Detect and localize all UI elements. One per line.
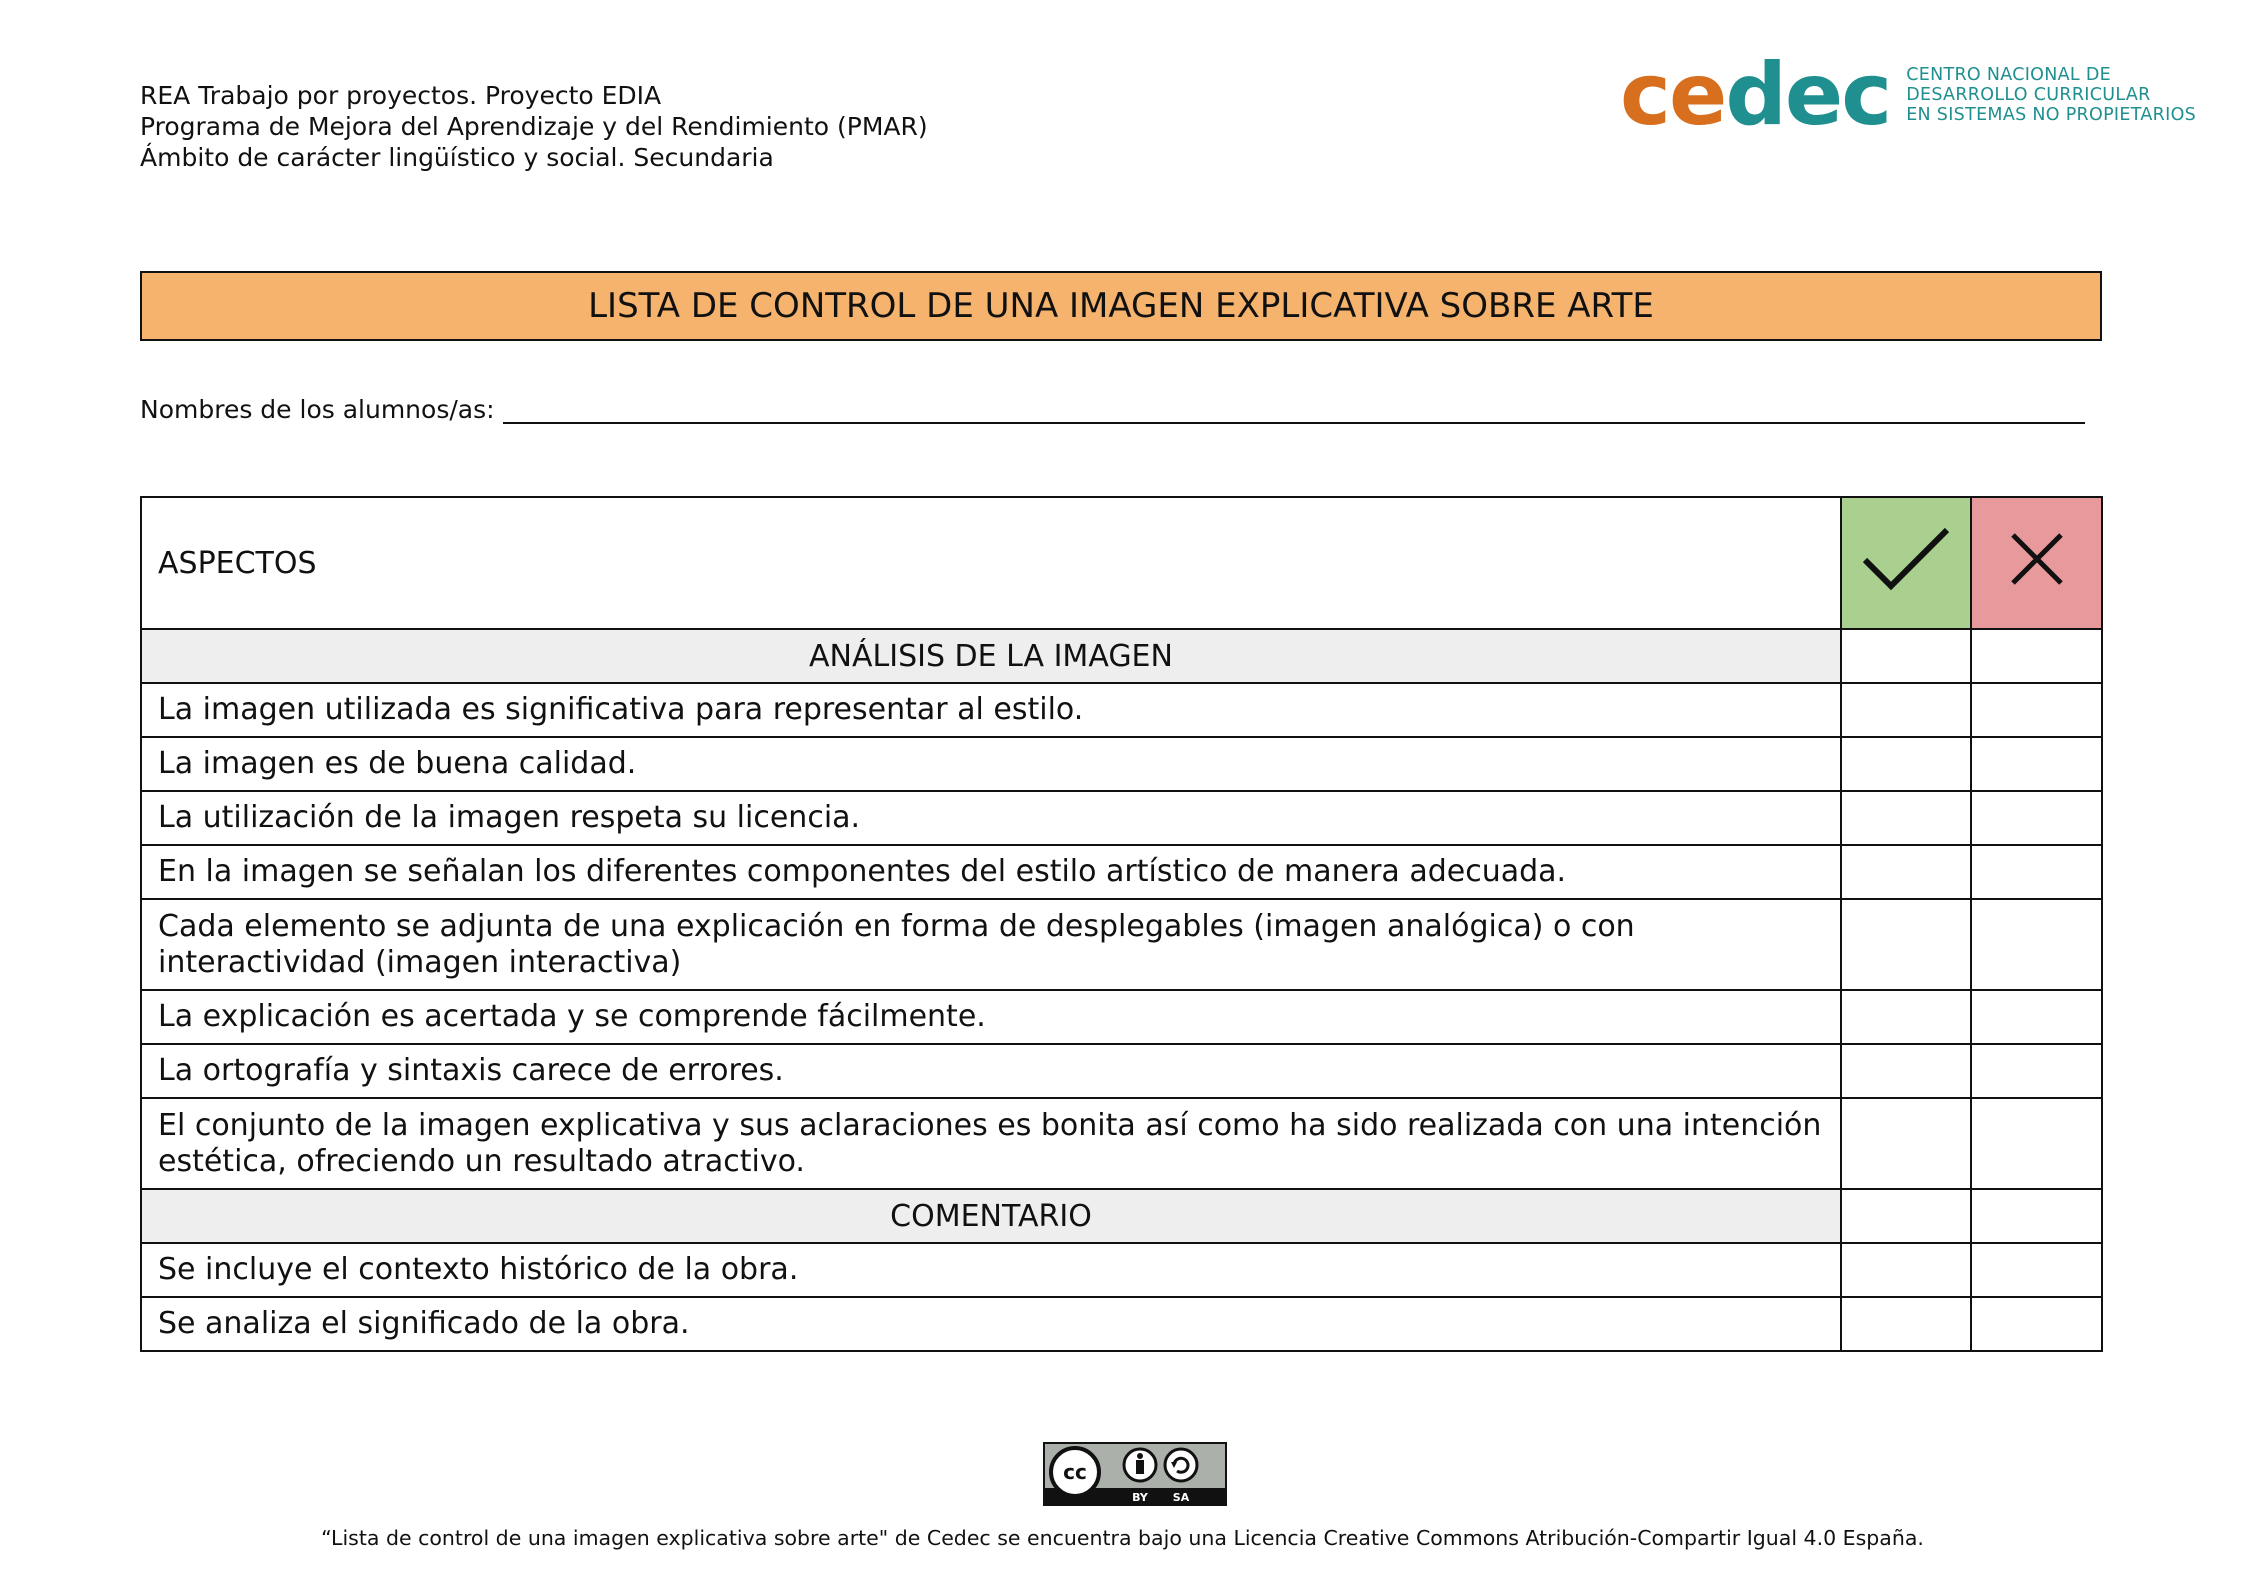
section-title-comment: COMENTARIO: [141, 1189, 1841, 1243]
table-row: [141, 1098, 2102, 1189]
no-column-header: [1971, 497, 2102, 629]
cedec-subtitle: [1906, 65, 2196, 125]
license-text: “Lista de control de una imagen explicativa sobre arte" de Cedec se encuentra bajo una Licencia Creative Commons Atribución-Compartir Igual 4.0 España.: [321, 1526, 1924, 1550]
section-row: [141, 629, 2102, 683]
section-title-analysis: ANÁLISIS DE LA IMAGEN: [141, 629, 1841, 683]
aspect-text: Se analiza el significado de la obra.: [141, 1297, 1841, 1351]
table-row: [141, 791, 2102, 845]
share-alike-icon: [1165, 1449, 1197, 1481]
yes-cell[interactable]: [1841, 629, 1971, 683]
checklist-title: LISTA DE CONTROL DE UNA IMAGEN EXPLICATIVA SOBRE ARTE: [140, 271, 2102, 341]
aspects-header: ASPECTOS: [141, 497, 1841, 629]
no-cell[interactable]: [1971, 1297, 2102, 1351]
student-names-blank-line[interactable]: [503, 396, 2085, 424]
header-line-2: Programa de Mejora del Aprendizaje y del Rendimiento (PMAR): [140, 112, 928, 141]
cedec-subtitle-line-2: DESARROLLO CURRICULAR: [1906, 85, 2151, 105]
no-cell[interactable]: [1971, 899, 2102, 990]
cedec-wordmark-part-a: ce: [1620, 45, 1726, 145]
yes-cell[interactable]: [1841, 845, 1971, 899]
cc-text: cc: [1063, 1460, 1087, 1484]
table-row: [141, 1044, 2102, 1098]
table-row: [141, 845, 2102, 899]
table-row: [141, 737, 2102, 791]
yes-cell[interactable]: [1841, 1243, 1971, 1297]
no-cell[interactable]: [1971, 1189, 2102, 1243]
no-cell[interactable]: [1971, 1044, 2102, 1098]
student-names-label: Nombres de los alumnos/as:: [140, 395, 495, 424]
no-cell[interactable]: [1971, 990, 2102, 1044]
table-row: [141, 990, 2102, 1044]
cedec-logo: [1620, 45, 2197, 145]
yes-cell[interactable]: [1841, 1098, 1971, 1189]
yes-cell[interactable]: [1841, 990, 1971, 1044]
aspect-text: Cada elemento se adjunta de una explicación en forma de desplegables (imagen analógica) o con interactividad (imagen interactiva): [141, 899, 1841, 990]
cedec-wordmark-part-b: dec: [1725, 45, 1891, 145]
cedec-subtitle-line-3: EN SISTEMAS NO PROPIETARIOS: [1906, 105, 2197, 125]
table-header-row: [141, 497, 2102, 629]
aspect-text: La utilización de la imagen respeta su licencia.: [141, 791, 1841, 845]
header-line-1: REA Trabajo por proyectos. Proyecto EDIA: [140, 81, 662, 110]
section-row: [141, 1189, 2102, 1243]
yes-cell[interactable]: [1841, 1297, 1971, 1351]
yes-cell[interactable]: [1841, 899, 1971, 990]
no-cell[interactable]: [1971, 1098, 2102, 1189]
checklist-table: [140, 496, 2103, 1352]
cc-by-label: BY: [1132, 1491, 1148, 1504]
creative-commons-badge[interactable]: [1043, 1442, 1227, 1506]
no-cell[interactable]: [1971, 791, 2102, 845]
student-names-field: [140, 395, 2085, 424]
aspect-text: Se incluye el contexto histórico de la obra.: [141, 1243, 1841, 1297]
cedec-subtitle-line-1: CENTRO NACIONAL DE: [1906, 65, 2111, 85]
yes-cell[interactable]: [1841, 683, 1971, 737]
table-row: [141, 1243, 2102, 1297]
table-row: [141, 683, 2102, 737]
yes-cell[interactable]: [1841, 791, 1971, 845]
no-cell[interactable]: [1971, 683, 2102, 737]
yes-column-header: [1841, 497, 1971, 629]
no-cell[interactable]: [1971, 737, 2102, 791]
no-cell[interactable]: [1971, 1243, 2102, 1297]
yes-cell[interactable]: [1841, 1044, 1971, 1098]
table-row: [141, 899, 2102, 990]
cedec-wordmark: [1620, 45, 1891, 145]
cc-sa-label: SA: [1172, 1491, 1190, 1504]
checkmark-icon: [1861, 524, 1951, 594]
no-cell[interactable]: [1971, 845, 2102, 899]
no-cell[interactable]: [1971, 629, 2102, 683]
cross-icon: [2009, 531, 2065, 587]
header-line-3: Ámbito de carácter lingüístico y social. Secundaria: [140, 143, 774, 172]
yes-cell[interactable]: [1841, 737, 1971, 791]
aspect-text: El conjunto de la imagen explicativa y sus aclaraciones es bonita así como ha sido realizada con una intención estética, ofreciendo un resultado atractivo.: [141, 1098, 1841, 1189]
aspect-text: La imagen es de buena calidad.: [141, 737, 1841, 791]
aspect-text: En la imagen se señalan los diferentes componentes del estilo artístico de manera adecuada.: [141, 845, 1841, 899]
yes-cell[interactable]: [1841, 1189, 1971, 1243]
table-row: [141, 1297, 2102, 1351]
aspect-text: La ortografía y sintaxis carece de errores.: [141, 1044, 1841, 1098]
aspect-text: La imagen utilizada es significativa para representar al estilo.: [141, 683, 1841, 737]
document-header: [140, 80, 928, 173]
aspect-text: La explicación es acertada y se comprende fácilmente.: [141, 990, 1841, 1044]
